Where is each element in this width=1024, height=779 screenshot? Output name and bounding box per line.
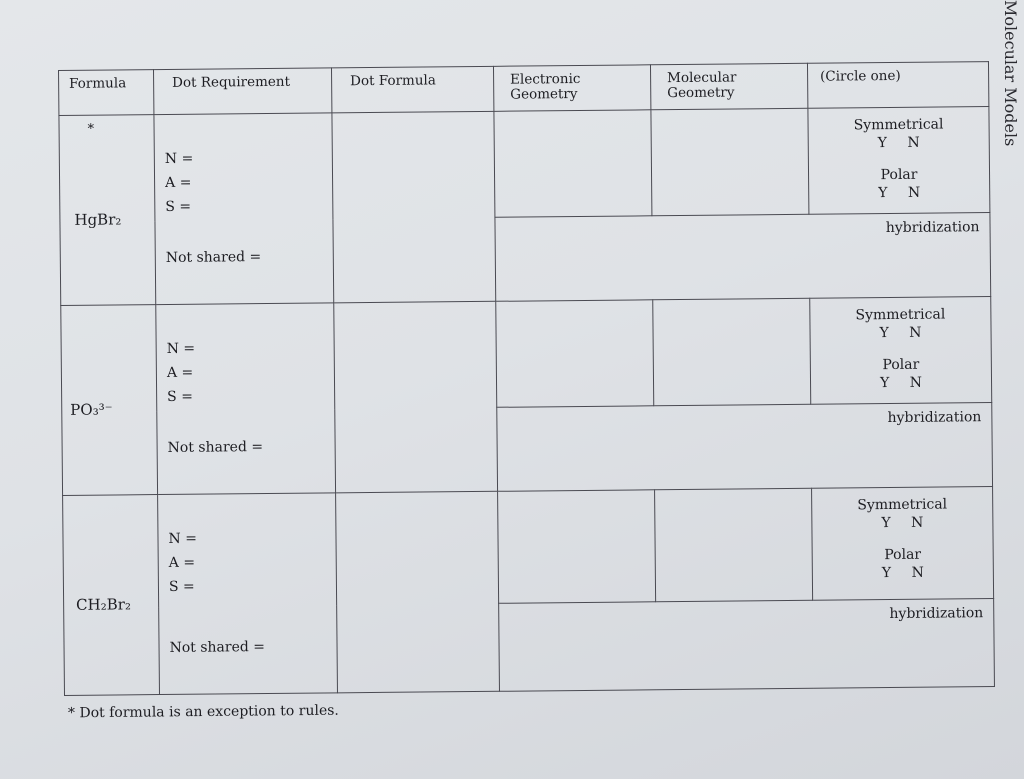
- polar-label: Polar: [882, 356, 920, 374]
- molecular-geometry-cell[interactable]: [651, 108, 809, 216]
- symmetry-polarity-cell[interactable]: [810, 297, 992, 405]
- not-shared-label: Not shared =: [167, 439, 264, 456]
- header-circle-one: (Circle one): [807, 62, 988, 109]
- exception-marker: *: [87, 121, 95, 137]
- s-label: S =: [165, 198, 192, 215]
- header-molecular-geometry: Molecular Geometry: [650, 63, 807, 110]
- vsepr-worksheet: [58, 61, 994, 690]
- not-shared-label: Not shared =: [165, 249, 262, 266]
- formula-label: CH₂Br₂: [76, 594, 131, 614]
- hybridization-label: hybridization: [885, 219, 980, 237]
- formula-label: PO₃³⁻: [70, 399, 113, 419]
- dot-formula-cell[interactable]: [336, 491, 500, 693]
- electronic-geometry-cell[interactable]: [498, 490, 656, 604]
- n-label: N =: [164, 150, 194, 167]
- header-electronic-geometry: Electronic Geometry: [493, 65, 650, 112]
- molecular-geometry-cell[interactable]: [653, 298, 811, 406]
- symmetry-polarity-cell[interactable]: [812, 487, 994, 601]
- hybridization-cell[interactable]: [495, 213, 991, 302]
- molecular-geometry-cell[interactable]: [655, 488, 813, 602]
- header-dot-formula: Dot Formula: [331, 66, 493, 113]
- polar-label: Polar: [884, 546, 922, 564]
- dot-requirement-cell[interactable]: [154, 113, 334, 305]
- hybridization-cell[interactable]: [497, 403, 993, 492]
- s-label: S =: [168, 578, 195, 595]
- a-label: A =: [165, 174, 192, 191]
- header-dot-requirement: Dot Requirement: [154, 68, 332, 115]
- dot-requirement-cell[interactable]: [156, 303, 336, 495]
- a-label: A =: [168, 554, 196, 571]
- footnote: * Dot formula is an exception to rules.: [67, 702, 339, 722]
- symmetrical-label: Symmetrical: [853, 116, 944, 134]
- symmetrical-label: Symmetrical: [855, 306, 946, 324]
- table-row: [59, 107, 990, 222]
- polar-yes-no[interactable]: Y N: [881, 564, 924, 582]
- formula-cell: [59, 115, 156, 306]
- dot-formula-cell[interactable]: [334, 301, 498, 493]
- electronic-geometry-cell[interactable]: [494, 110, 652, 218]
- symmetrical-yes-no[interactable]: Y N: [881, 514, 924, 532]
- polar-yes-no[interactable]: Y N: [879, 374, 923, 392]
- symmetrical-label: Symmetrical: [857, 496, 948, 514]
- hybridization-label: hybridization: [887, 409, 982, 427]
- n-label: N =: [166, 340, 196, 357]
- s-label: S =: [167, 388, 194, 405]
- n-label: N =: [168, 530, 198, 547]
- symmetry-polarity-cell[interactable]: [808, 107, 990, 215]
- symmetrical-yes-no[interactable]: Y N: [877, 134, 920, 152]
- dot-requirement-cell[interactable]: [158, 493, 338, 695]
- dot-formula-cell[interactable]: [332, 111, 496, 303]
- hybridization-cell[interactable]: [499, 599, 995, 692]
- polar-yes-no[interactable]: Y N: [878, 184, 921, 202]
- page-side-title: Molecular Models: [1001, 0, 1020, 147]
- symmetrical-yes-no[interactable]: Y N: [879, 324, 922, 342]
- a-label: A =: [166, 364, 194, 381]
- polar-label: Polar: [880, 166, 918, 184]
- formula-cell: [61, 305, 158, 496]
- electronic-geometry-cell[interactable]: [496, 300, 654, 408]
- formula-cell: [63, 495, 160, 696]
- table-row: [61, 297, 992, 412]
- table-row: [63, 487, 994, 608]
- header-formula: Formula: [59, 70, 154, 116]
- formula-label: HgBr₂: [74, 209, 122, 229]
- not-shared-label: Not shared =: [169, 639, 266, 656]
- hybridization-label: hybridization: [889, 605, 984, 623]
- molecular-models-table: [58, 61, 995, 696]
